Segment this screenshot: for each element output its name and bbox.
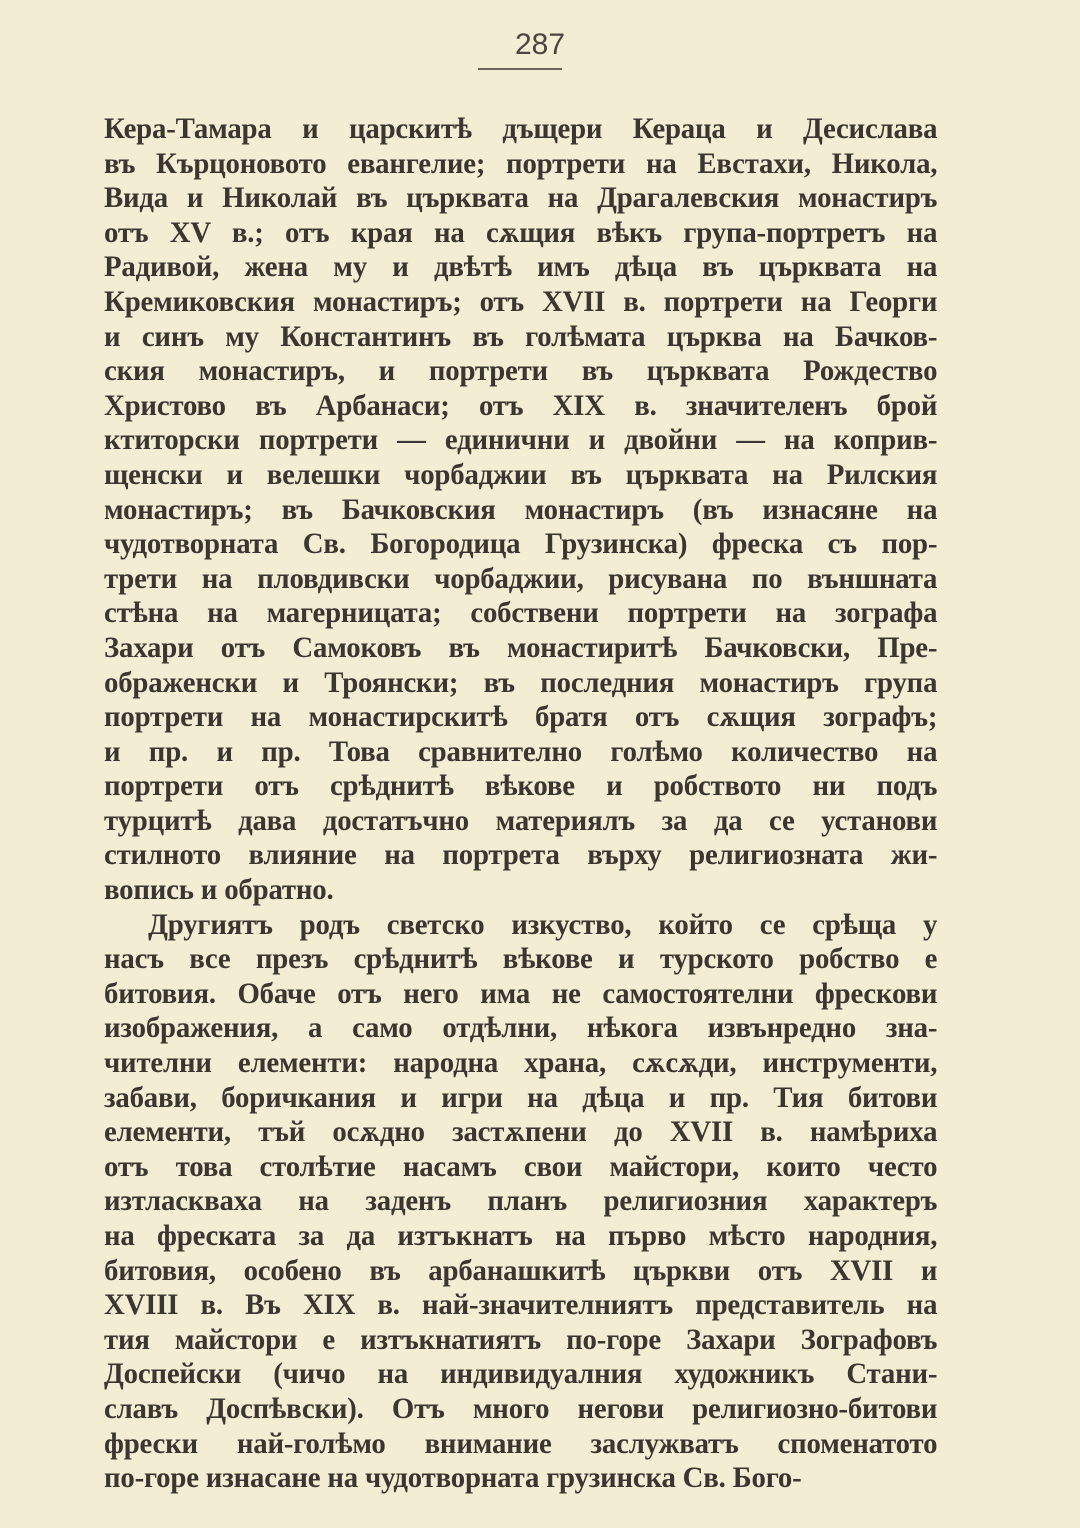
text-line: и пр. и пр. Това сравнително голѣмо количество на <box>104 734 938 768</box>
text-line: битовия, особено въ арбанашкитѣ църкви отъ XVII и <box>104 1253 938 1287</box>
paragraph <box>104 908 938 1496</box>
text-line: Другиятъ родъ светско изкуство, който се срѣща у <box>148 907 938 941</box>
text-line: елементи, тъй осѫдно застѫпени до XVII в. намѣриха <box>104 1115 938 1149</box>
text-line: Вида и Николай въ църквата на Драгалевския монастиръ <box>104 181 938 215</box>
text-line: вопись и обратно. <box>104 873 334 907</box>
text-line: тия майстори е изтъкнатиятъ по-горе Захари Зографовъ <box>104 1322 938 1356</box>
text-line: славъ Доспѣвски). Отъ много негови религиозно-битови <box>104 1391 938 1425</box>
text-line: отъ XV в.; отъ края на сѫщия вѣкъ група-портретъ на <box>104 215 938 249</box>
text-line: щенски и велешки чорбаджии въ църквата на Рилския <box>104 457 938 491</box>
text-line: Кремиковския монастиръ; отъ XVII в. портрети на Георги <box>104 284 938 318</box>
text-line: по-горе изнасане на чудотворната грузинска Св. Бого- <box>104 1461 802 1495</box>
text-line: портрети на монастирскитѣ братя отъ сѫщия зографъ; <box>104 700 938 734</box>
text-line: трети на пловдивски чорбаджии, рисувана по външната <box>104 561 938 595</box>
page-number-underline <box>478 68 562 70</box>
text-line: портрети отъ срѣднитѣ вѣкове и робството ни подъ <box>104 769 938 803</box>
text-line: забави, боричкания и игри на дѣца и пр. Тия битови <box>104 1080 938 1114</box>
text-line: стѣна на магерницата; собствени портрети на зографа <box>104 596 938 630</box>
text-line: чителни елементи: народна храна, сѫсѫди, инструменти, <box>104 1046 938 1080</box>
text-line: чудотворната Св. Богородица Грузинска) фреска съ пор- <box>104 527 938 561</box>
body-text <box>104 112 938 1496</box>
text-line: на фреската за да изтъкнатъ на първо мѣсто народния, <box>104 1219 938 1252</box>
text-line: стилното влияние на портрета върху религиозната жи- <box>104 838 938 872</box>
text-line: изображения, а само отдѣлни, нѣкога извънредно зна- <box>104 1011 938 1045</box>
text-line: турцитѣ дава достатъчно материялъ за да се установи <box>104 803 938 837</box>
text-line: Радивой, жена му и двѣтѣ имъ дѣца въ църквата на <box>104 250 938 284</box>
text-line: фрески най-голѣмо внимание заслужватъ споменатото <box>104 1426 938 1460</box>
paragraph <box>104 112 938 908</box>
text-line: Христово въ Арбанаси; отъ XIX в. значителенъ брой <box>104 388 938 422</box>
text-line: Захари отъ Самоковъ въ монастиритѣ Бачковски, Пре- <box>104 630 938 664</box>
text-line: ския монастиръ, и портрети въ църквата Рождество <box>104 354 938 388</box>
text-line: отъ това столѣтие насамъ свои майстори, които често <box>104 1149 938 1183</box>
text-line: битовия. Обаче отъ него има не самостоятелни фрескови <box>104 976 938 1010</box>
text-line: и синъ му Константинъ въ голѣмата църква на Бачков- <box>104 319 938 353</box>
text-line: Доспейски (чичо на индивидуалния художникъ Стани- <box>104 1357 938 1391</box>
text-line: Кера-Тамара и царскитѣ дъщери Кераца и Десислава <box>104 112 938 145</box>
text-line: монастиръ; въ Бачковския монастиръ (въ изнасяне на <box>104 492 938 526</box>
text-line: XVIII в. Въ XIX в. най-значителниятъ представитель на <box>104 1288 938 1322</box>
page-number: 287 <box>514 28 566 61</box>
text-line: ктиторски портрети — единични и двойни — на коприв- <box>104 423 938 457</box>
text-line: ображенски и Троянски; въ последния монастиръ група <box>104 665 938 699</box>
text-line: насъ все презъ срѣднитѣ вѣкове и турското робство е <box>104 942 938 976</box>
text-line: въ Кърцоновото евангелие; портрети на Евстахи, Никола, <box>104 146 938 180</box>
text-line: изтласкваха на заденъ планъ религиозния характеръ <box>104 1184 938 1218</box>
